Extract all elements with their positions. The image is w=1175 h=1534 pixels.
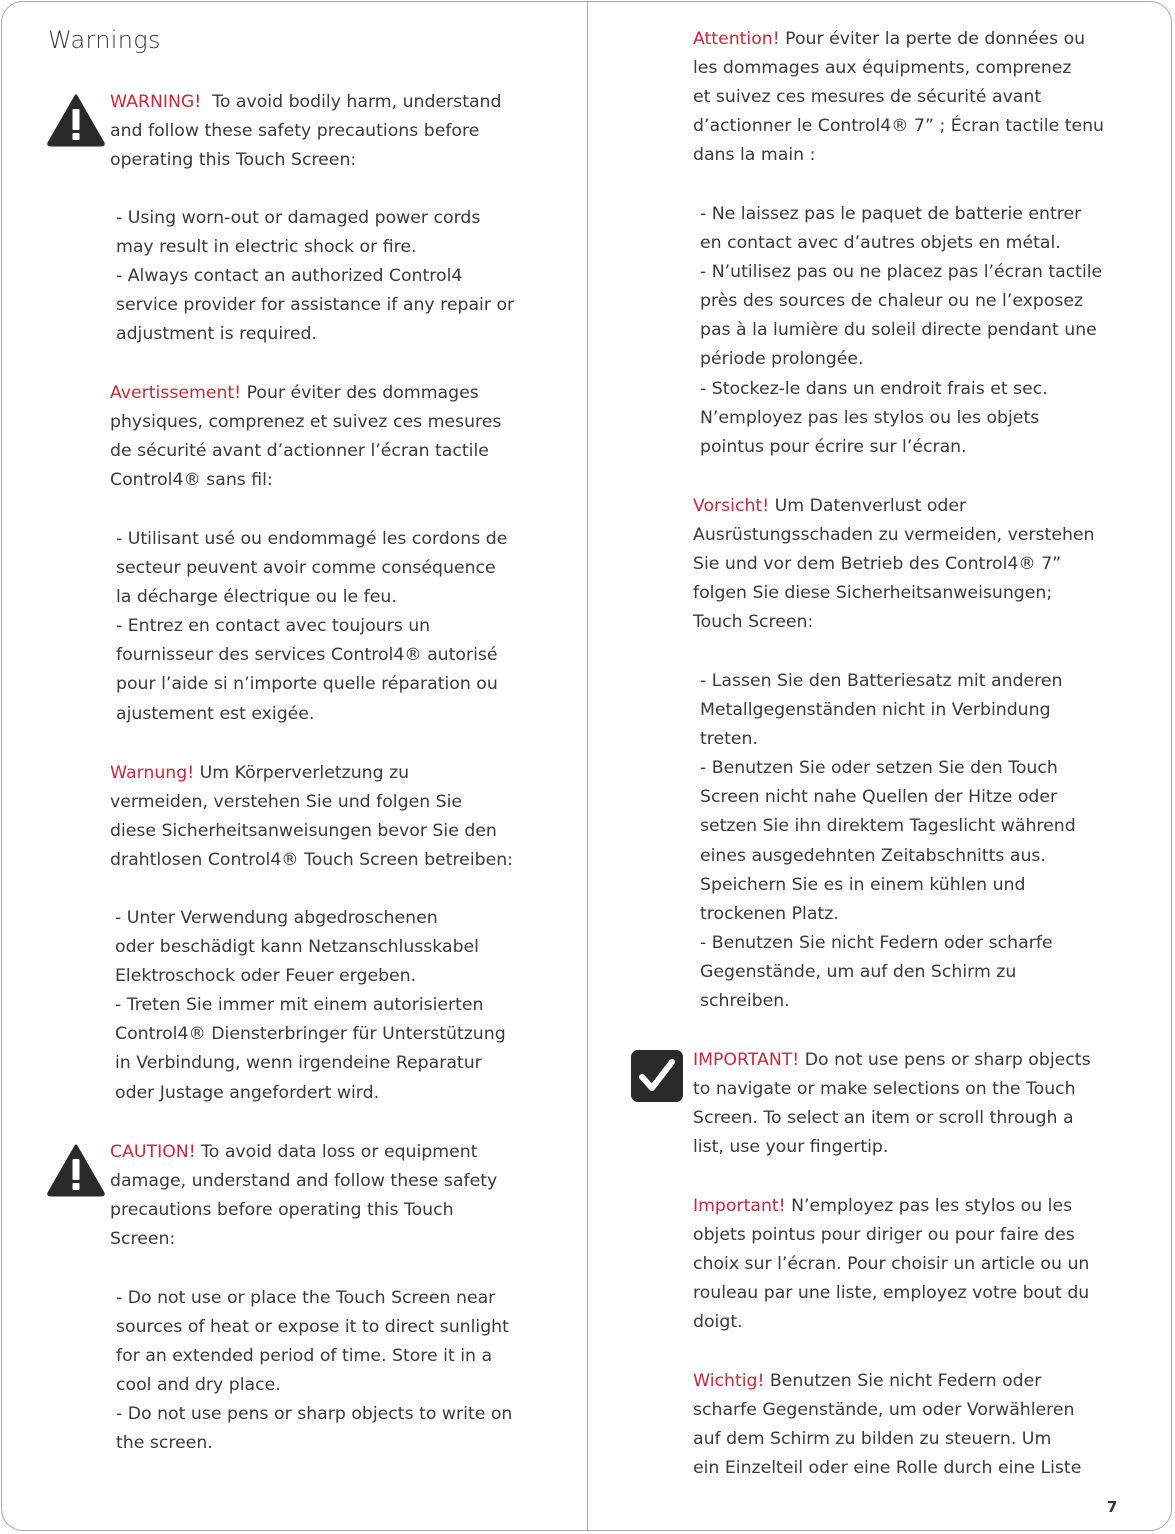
checkmark-icon	[630, 1049, 684, 1103]
text-line: choix sur l’écran. Pour choisir un article ou un	[693, 1254, 1090, 1275]
bullet-line: service provider for assistance if any repair or	[116, 295, 515, 316]
bullet-line: Speichern Sie es in einem kühlen und	[700, 874, 1026, 895]
bullet-line: Screen nicht nahe Quellen der Hitze oder	[700, 787, 1058, 808]
bullet-line: - Lassen Sie den Batteriesatz mit anderen	[700, 671, 1063, 691]
warning-en-label: WARNING!	[110, 92, 202, 112]
bullet-line: Elektroschock oder Feuer ergeben.	[115, 966, 417, 987]
caution-en-label: CAUTION!	[110, 1142, 196, 1162]
warning-fr-block: Avertissement! Pour éviter des dommages physiques, comprenez et suivez ces mesures de sécurité avant d’actionner l’écran tactile Control4® sans fil:	[110, 379, 501, 495]
warning-en-bullets	[116, 204, 514, 349]
bullet-line: setzen Sie ihn direktem Tageslicht während	[700, 816, 1076, 837]
bullet-line: - Using worn-out or damaged power cords	[116, 208, 481, 228]
page-title: Warnings	[48, 26, 161, 54]
vorsicht-de-bullets	[700, 667, 1076, 1016]
caution-triangle-icon	[46, 1143, 106, 1197]
bullet-line: - Do not use or place the Touch Screen near	[116, 1288, 496, 1308]
bullet-line: - Benutzen Sie oder setzen Sie den Touch	[700, 758, 1058, 779]
text-line: rouleau par une liste, employez votre bout du	[693, 1283, 1090, 1304]
bullet-line: - Unter Verwendung abgedroschenen	[115, 908, 438, 928]
bullet-line: en contact avec d’autres objets en métal.	[700, 233, 1061, 254]
caution-en-bullets	[116, 1284, 512, 1459]
text-line: Control4® sans fil:	[110, 470, 273, 491]
vorsicht-de-block: Vorsicht! Um Datenverlust oder Ausrüstungsschaden zu vermeiden, verstehen Sie und vor dem Betrieb des Control4® 7” folgen Sie diese Sicherheitsanweisungen; Touch Screen:	[693, 492, 1095, 637]
column-divider	[587, 2, 588, 1531]
wichtig-de-block: Wichtig! Benutzen Sie nicht Federn oder scharfe Gegenstände, um oder Vorwähleren auf dem Schirm zu bilden zu steuern. Um ein Einzelteil oder eine Rolle durch eine Liste	[693, 1367, 1081, 1483]
bullet-line: N’employez pas les stylos ou les objets	[700, 407, 1040, 428]
bullet-line: - Entrez en contact avec toujours un	[116, 616, 431, 637]
bullet-line: for an extended period of time. Store it in a	[116, 1346, 493, 1367]
text-line: Ausrüstungsschaden zu vermeiden, verstehen	[693, 525, 1095, 546]
important-fr-block: Important! N’employez pas les stylos ou les objets pointus pour diriger ou pour faire des choix sur l’écran. Pour choisir un article ou un rouleau par une liste, employez votre bout du doigt.	[693, 1192, 1089, 1337]
bullet-line: - Ne laissez pas le paquet de batterie entrer	[700, 204, 1082, 224]
bullet-line: oder beschädigt kann Netzanschlusskabel	[115, 937, 479, 958]
text-line: auf dem Schirm zu bilden zu steuern. Um	[693, 1429, 1052, 1450]
bullet-line: trockenen Platz.	[700, 903, 839, 924]
bullet-line: adjustment is required.	[116, 324, 317, 345]
bullet-line: - Utilisant usé ou endommagé les cordons de	[116, 529, 508, 549]
text-line: ein Einzelteil oder eine Rolle durch eine Liste	[693, 1458, 1082, 1479]
bullet-line: - N’utilisez pas ou ne placez pas l’écran tactile	[700, 262, 1103, 283]
text-line: and follow these safety precautions before	[110, 121, 480, 142]
bullet-line: treten.	[700, 729, 758, 750]
bullet-line: - Benutzen Sie nicht Federn oder scharfe	[700, 932, 1053, 953]
bullet-line: - Treten Sie immer mit einem autorisierten	[115, 995, 484, 1016]
warning-de-label: Warnung!	[110, 763, 195, 783]
warning-en-intro: WARNING! To avoid bodily harm, understand	[110, 92, 502, 112]
text-line: scharfe Gegenstände, um oder Vorwähleren	[693, 1400, 1075, 1421]
bullet-line: in Verbindung, wenn irgendeine Reparatur	[115, 1053, 482, 1074]
bullet-line: la décharge électrique ou le feu.	[116, 587, 397, 608]
attention-fr-bullets	[700, 200, 1102, 462]
bullet-line: fournisseur des services Control4® autorisé	[116, 645, 498, 666]
text-line: les dommages aux équipments, comprenez	[693, 58, 1072, 79]
bullet-line: Control4® Diensterbringer für Unterstützung	[115, 1024, 506, 1045]
text-line: Touch Screen:	[693, 612, 814, 633]
bullet-line: Gegenstände, um auf den Schirm zu	[700, 961, 1017, 982]
bullet-line: - Do not use pens or sharp objects to write on	[116, 1404, 513, 1425]
bullet-line: - Always contact an authorized Control4	[116, 266, 463, 287]
bullet-line: - Stockez-le dans un endroit frais et sec.	[700, 378, 1048, 399]
bullet-line: cool and dry place.	[116, 1375, 281, 1396]
text-line: list, use your fingertip.	[693, 1137, 889, 1158]
page-number: 7	[1107, 1498, 1118, 1516]
bullet-line: sources of heat or expose it to direct sunlight	[116, 1317, 509, 1338]
warning-de-block: Warnung! Um Körperverletzung zu vermeiden, verstehen Sie und folgen Sie diese Sicherheitsanweisungen bevor Sie den drahtlosen Control4® Touch Screen betreiben:	[110, 759, 513, 875]
text-line: Screen. To select an item or scroll through a	[693, 1108, 1074, 1129]
warning-fr-label: Avertissement!	[110, 383, 242, 403]
bullet-line: pour l’aide si n’importe quelle réparation ou	[116, 674, 498, 695]
text-line: objets pointus pour diriger ou pour faire des	[693, 1225, 1075, 1246]
bullet-line: pointus pour écrire sur l’écran.	[700, 436, 967, 457]
text-line: vermeiden, verstehen Sie und folgen Sie	[110, 792, 463, 813]
text-line: diese Sicherheitsanweisungen bevor Sie den	[110, 821, 497, 842]
text-line: Screen:	[110, 1229, 176, 1250]
bullet-line: may result in electric shock or fire.	[116, 237, 417, 258]
important-fr-label: Important!	[693, 1196, 786, 1216]
warning-triangle-icon	[46, 93, 106, 147]
bullet-line: the screen.	[116, 1433, 213, 1454]
bullet-line: près des sources de chaleur ou ne l’exposez	[700, 291, 1084, 312]
text-line: damage, understand and follow these safety	[110, 1171, 498, 1192]
text-line: et suivez ces mesures de sécurité avant	[693, 87, 1042, 108]
text-line: to navigate or make selections on the Touch	[693, 1079, 1076, 1100]
caution-en-block: CAUTION! To avoid data loss or equipment damage, understand and follow these safety precautions before operating this Touch Screen:	[110, 1138, 497, 1254]
bullet-line: période prolongée.	[700, 349, 864, 370]
text-line: drahtlosen Control4® Touch Screen betreiben:	[110, 850, 513, 871]
bullet-line: eines ausgedehnten Zeitabschnitts aus.	[700, 845, 1046, 866]
text-line: physiques, comprenez et suivez ces mesures	[110, 412, 502, 433]
bullet-line: oder Justage angefordert wird.	[115, 1082, 380, 1103]
text-line: Sie und vor dem Betrieb des Control4® 7”	[693, 554, 1062, 575]
text-line: dans la main :	[693, 145, 816, 166]
warning-en-block	[110, 88, 501, 175]
bullet-line: Metallgegenständen nicht in Verbindung	[700, 700, 1051, 721]
bullet-line: schreiben.	[700, 991, 790, 1012]
attention-fr-block: Attention! Pour éviter la perte de données ou les dommages aux équipments, comprenez et suivez ces mesures de sécurité avant d’actionner le Control4® 7” ; Écran tactile tenu dans la main :	[693, 25, 1104, 170]
text-line: folgen Sie diese Sicherheitsanweisungen;	[693, 583, 1053, 604]
attention-fr-label: Attention!	[693, 29, 780, 49]
important-en-label: IMPORTANT!	[693, 1050, 800, 1070]
text-line: d’actionner le Control4® 7” ; Écran tactile tenu	[693, 116, 1105, 137]
warning-de-bullets	[115, 904, 506, 1108]
bullet-line: secteur peuvent avoir comme conséquence	[116, 558, 496, 579]
bullet-line: ajustement est exigée.	[116, 703, 315, 724]
bullet-line: pas à la lumière du soleil directe pendant une	[700, 320, 1097, 341]
important-en-block: IMPORTANT! Do not use pens or sharp objects to navigate or make selections on the Touch Screen. To select an item or scroll through a list, use your fingertip.	[693, 1046, 1091, 1162]
vorsicht-de-label: Vorsicht!	[693, 496, 770, 516]
text-line: precautions before operating this Touch	[110, 1200, 454, 1221]
text-line: doigt.	[693, 1312, 743, 1333]
text-line: de sécurité avant d’actionner l’écran tactile	[110, 441, 489, 462]
text-line: operating this Touch Screen:	[110, 150, 357, 171]
warning-fr-bullets	[116, 525, 507, 729]
wichtig-de-label: Wichtig!	[693, 1371, 765, 1391]
